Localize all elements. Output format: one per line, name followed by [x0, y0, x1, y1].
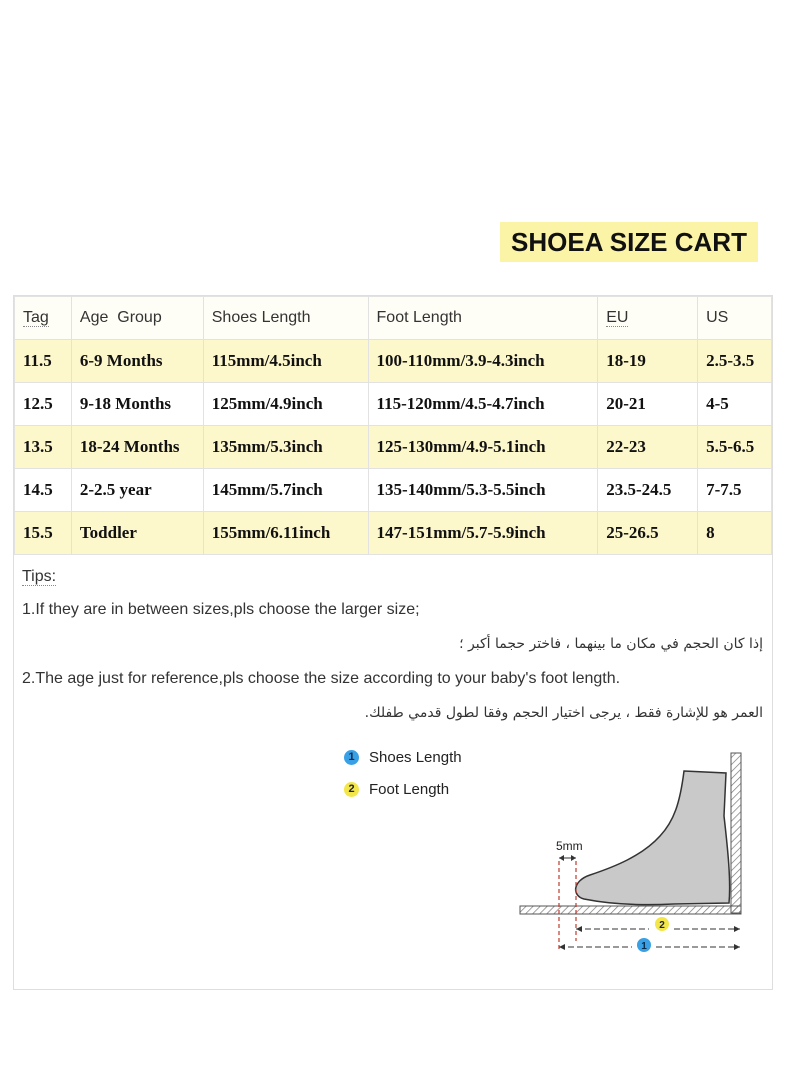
cell-shoes-length: 135mm/5.3inch: [203, 426, 368, 469]
cell-foot-length: 135-140mm/5.3-5.5inch: [368, 469, 598, 512]
cell-eu: 22-23: [598, 426, 698, 469]
tips-heading: Tips:: [22, 568, 57, 585]
marker-2-label: 2: [659, 920, 665, 931]
header-age-group: Age Group: [71, 297, 203, 340]
cell-age-group: Toddler: [71, 512, 203, 555]
cell-us: 4-5: [698, 383, 772, 426]
tip-1-arabic: إذا كان الحجم في مكان ما بينهما ، فاختر حجما أكبر ؛: [459, 636, 763, 652]
cell-tag: 13.5: [15, 426, 72, 469]
page-title: SHOEA SIZE CART: [511, 226, 747, 257]
number-2-icon: 2: [344, 782, 359, 797]
cell-age-group: 9-18 Months: [71, 383, 203, 426]
table-row: [15, 340, 772, 383]
cell-shoes-length: 125mm/4.9inch: [203, 383, 368, 426]
tip-2-arabic: العمر هو للإشارة فقط ، يرجى اختيار الحجم وفقا لطول قدمي طفلك.: [364, 705, 763, 721]
cell-eu: 18-19: [598, 340, 698, 383]
cell-tag: 11.5: [15, 340, 72, 383]
header-eu: EU: [598, 297, 698, 340]
header-us: US: [698, 297, 772, 340]
legend-label: Shoes Length: [369, 748, 462, 766]
cell-shoes-length: 145mm/5.7inch: [203, 469, 368, 512]
legend-item-shoes-length: [344, 741, 462, 773]
foot-icon: [576, 771, 730, 905]
cell-age-group: 6-9 Months: [71, 340, 203, 383]
floor: [520, 906, 741, 914]
cell-tag: 12.5: [15, 383, 72, 426]
tip-1: 1.If they are in between sizes,pls choose the larger size;: [22, 601, 420, 618]
cell-age-group: 2-2.5 year: [71, 469, 203, 512]
cell-us: 8: [698, 512, 772, 555]
cell-tag: 15.5: [15, 512, 72, 555]
arrowhead-icon: [576, 926, 582, 932]
heel-wall: [731, 753, 741, 913]
marker-1-label: 1: [641, 941, 647, 952]
cell-eu: 25-26.5: [598, 512, 698, 555]
title-banner: [500, 222, 758, 262]
cell-tag: 14.5: [15, 469, 72, 512]
header-tag: Tag: [15, 297, 72, 340]
cell-eu: 23.5-24.5: [598, 469, 698, 512]
arrowhead-icon: [734, 926, 740, 932]
cell-shoes-length: 115mm/4.5inch: [203, 340, 368, 383]
arrowhead-icon: [559, 944, 565, 950]
cell-eu: 20-21: [598, 383, 698, 426]
table-row: [15, 383, 772, 426]
arrowhead-icon: [734, 944, 740, 950]
table-row: [15, 426, 772, 469]
arrowhead-icon: [559, 855, 564, 861]
header-shoes-length: Shoes Length: [203, 297, 368, 340]
gap-label: 5mm: [556, 839, 583, 853]
size-chart-card: [13, 295, 773, 990]
cell-us: 7-7.5: [698, 469, 772, 512]
cell-foot-length: 115-120mm/4.5-4.7inch: [368, 383, 598, 426]
legend-item-foot-length: [344, 773, 462, 805]
table-row: [15, 469, 772, 512]
table-row: [15, 512, 772, 555]
cell-us: 5.5-6.5: [698, 426, 772, 469]
cell-us: 2.5-3.5: [698, 340, 772, 383]
cell-foot-length: 147-151mm/5.7-5.9inch: [368, 512, 598, 555]
cell-age-group: 18-24 Months: [71, 426, 203, 469]
cell-shoes-length: 155mm/6.11inch: [203, 512, 368, 555]
table-header-row: [15, 297, 772, 340]
diagram-legend: [344, 741, 462, 805]
cell-foot-length: 100-110mm/3.9-4.3inch: [368, 340, 598, 383]
tip-2: 2.The age just for reference,pls choose the size according to your baby's foot length.: [22, 670, 621, 687]
number-1-icon: 1: [344, 750, 359, 765]
cell-foot-length: 125-130mm/4.9-5.1inch: [368, 426, 598, 469]
foot-measurement-diagram: [514, 741, 764, 971]
header-foot-length: Foot Length: [368, 297, 598, 340]
arrowhead-icon: [571, 855, 576, 861]
size-table: [14, 296, 772, 555]
legend-label: Foot Length: [369, 780, 450, 798]
